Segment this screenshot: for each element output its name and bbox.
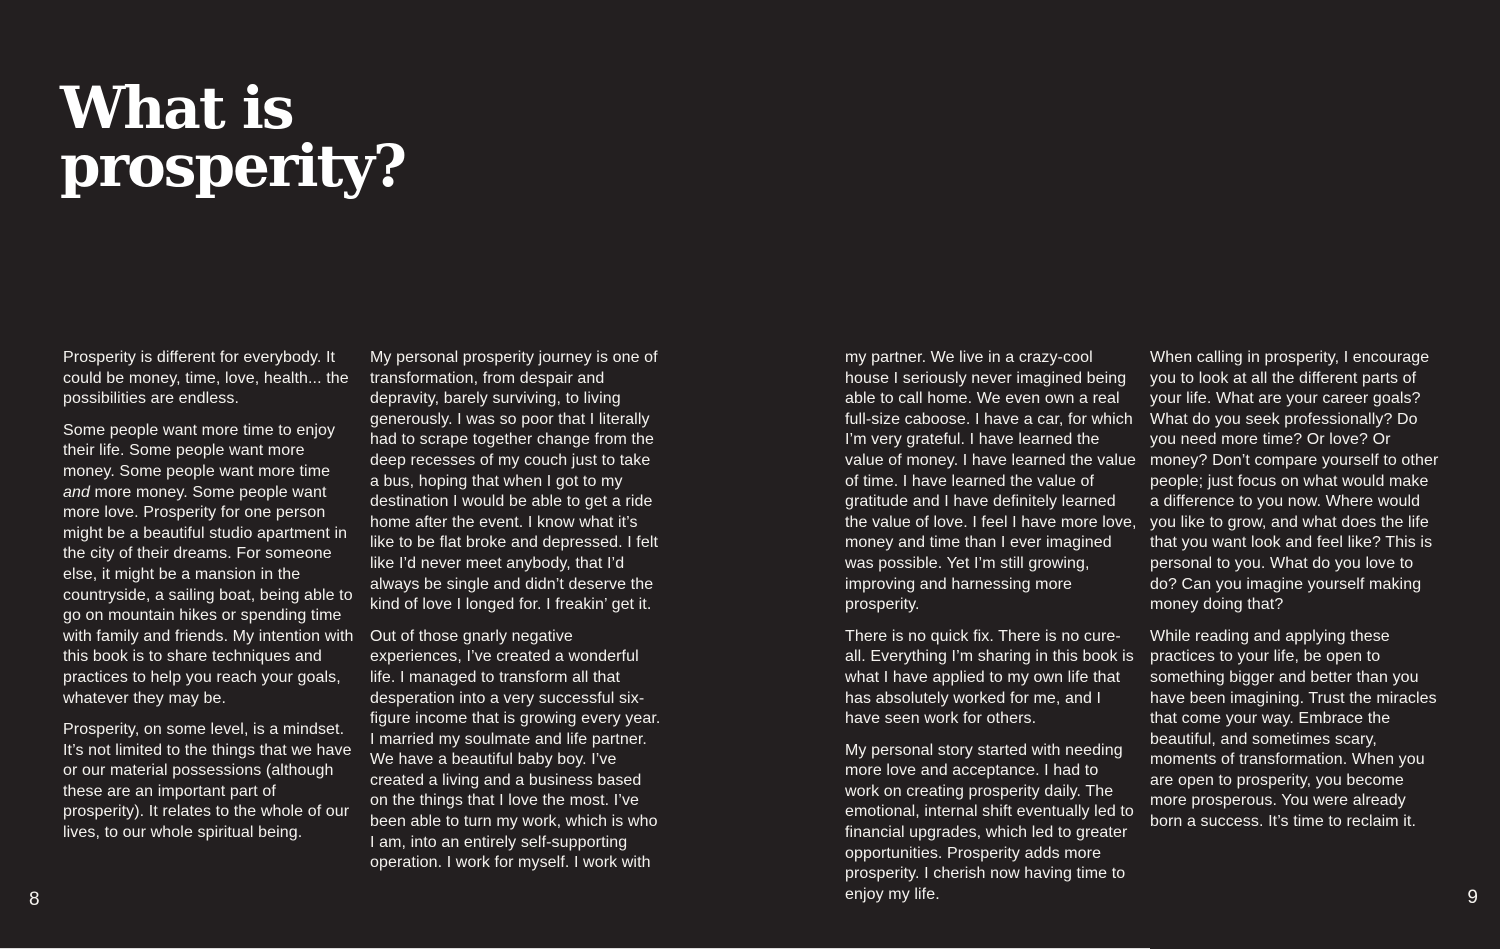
right-page-number: 9 xyxy=(1467,887,1478,908)
paragraph: Out of those gnarly negative experiences, I’ve created a wonderful life. I managed to transform all that desperation into a very successful six-figure income that is growing every year. I married my soulmate and life partner. We have a beautiful baby boy. I’ve created a living and a business based on the things that I love the most. I’ve been able to turn my work, which is who I am, into an entirely self-supporting operation. I work for myself. I work with xyxy=(370,627,661,872)
page-title-line-1: What is xyxy=(60,73,293,142)
page-title-line-2: prosperity? xyxy=(60,131,405,200)
paragraph: Prosperity is different for everybody. It could be money, time, love, health... the possibilities are endless. xyxy=(63,349,349,408)
paragraph xyxy=(63,421,355,709)
paragraph: My personal prosperity journey is one of transformation, from despair and depravity, barely surviving, to living generously. I was so poor that I literally had to scrape together change from the deep recesses of my couch just to take a bus, hoping that when I got to my destination I would be able to get a ride home after the event. I know what it’s like to be flat broke and depressed. I felt like I’d never meet anybody, that I’d always be single and didn’t deserve the kind of love I longed for. I freakin’ get it. xyxy=(370,349,659,614)
page-title xyxy=(60,73,405,200)
left-page-number: 8 xyxy=(29,889,40,910)
paragraph: my partner. We live in a crazy-cool house I seriously never imagined being able to call home. We even own a real full-size caboose. I have a car, for which I’m very grateful. I have learned the value of money. I have learned the value of time. I have learned the value of gratitude and I have definitely learned the value of love. I feel I have more love, money and time than I ever imagined was possible. Yet I’m still growing, improving and harnessing more prosperity. xyxy=(845,349,1137,614)
right-page-column-2 xyxy=(1150,348,1442,844)
paragraph: Prosperity, on some level, is a mindset. It’s not limited to the things that we have or our material possessions (although these are an important part of prosperity). It relates to the whole of our lives, to our whole spiritual being. xyxy=(63,721,352,842)
paragraph: When calling in prosperity, I encourage you to look at all the different parts of your life. What are your career goals? What do you seek professionally? Do you need more time? Or love? Or money? Don’t compare yourself to other people; just focus on what would make a difference to you now. Where would you like to grow, and what does the life that you want look and feel like? This is personal to you. What do you love to do? Can you imagine yourself making money doing that? xyxy=(1150,349,1439,614)
left-page-column-1 xyxy=(63,348,355,855)
paragraph-text: Some people want more time to enjoy their life. Some people want more money. Some people want more time xyxy=(63,421,336,480)
paragraph-text: more money. Some people want more love. Prosperity for one person might be a beautiful studio apartment in the city of their dreams. For someone else, it might be a mansion in the countryside, a sailing boat, being able to go on mountain hikes or spending time with family and friends. My intention with this book is to share techniques and practices to help you reach your goals, whatever they may be. xyxy=(63,483,354,707)
paragraph: There is no quick fix. There is no cure-all. Everything I’m sharing in this book is what I have applied to my own life that has absolutely worked for me, and I have seen work for others. xyxy=(845,627,1134,728)
right-page-column-1 xyxy=(845,348,1137,916)
paragraph: While reading and applying these practices to your life, be open to something bigger and better than you have been imagining. Trust the miracles that come your way. Embrace the beautiful, and sometimes scary, moments of transformation. When you are open to prosperity, you become more prosperous. You were already born a success. It’s time to reclaim it. xyxy=(1150,627,1437,831)
left-page-column-2 xyxy=(370,348,662,885)
paragraph-italic-word: and xyxy=(63,483,90,501)
paragraph: My personal story started with needing more love and acceptance. I had to work on creating prosperity daily. The emotional, internal shift eventually led to financial upgrades, which led to greater opportunities. Prosperity adds more prosperity. I cherish now having time to enjoy my life. xyxy=(845,741,1134,903)
